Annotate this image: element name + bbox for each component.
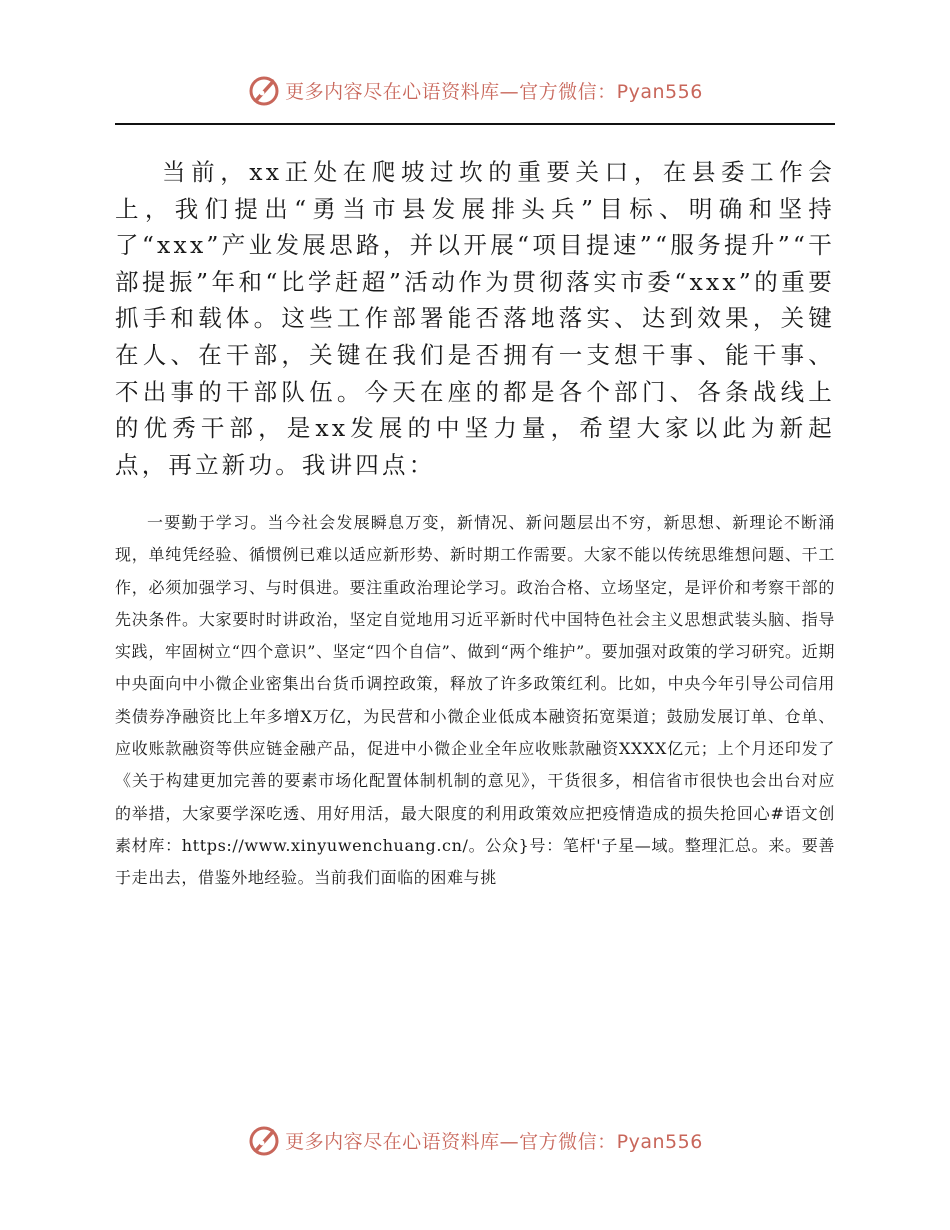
intro-paragraph: 当前，xx正处在爬坡过坎的重要关口，在县委工作会上，我们提出“勇当市县发展排头兵”目标、明确和坚持了“xxx”产业发展思路，并以开展“项目提速”“服务提升”“干部提振”年和“比学赶超”活动作为贯彻落实市委“xxx”的重要抓手和载体。这些工作部署能否落地落实、达到效果，关键在人、在干部，关键在我们是否拥有一支想干事、能干事、不出事的干部队伍。今天在座的都是各个部门、各条战线上的优秀干部，是xx发展的中坚力量，希望大家以此为新起点，再立新功。我讲四点：: [115, 158, 835, 479]
footer-watermark: [0, 1120, 950, 1160]
quill-logo-icon: [247, 1123, 281, 1157]
quill-logo-icon: [247, 73, 281, 107]
header-watermark-text: 更多内容尽在心语资料库—官方微信：Pyan556: [285, 80, 703, 103]
body-paragraph: 一要勤于学习。当今社会发展瞬息万变，新情况、新问题层出不穷，新思想、新理论不断涌现，单纯凭经验、循惯例已难以适应新形势、新时期工作需要。大家不能以传统思维想问题、干工作，必须加强学习、与时俱进。要注重政治理论学习。政治合格、立场坚定，是评价和考察干部的先决条件。大家要时时讲政治，坚定自觉地用习近平新时代中国特色社会主义思想武装头脑、指导实践，牢固树立“四个意识”、坚定“四个自信”、做到“两个维护”。要加强对政策的学习研究。近期中央面向中小微企业密集出台货币调控政策，释放了许多政策红利。比如，中央今年引导公司信用类债券净融资比上年多增X万亿，为民营和小微企业低成本融资拓宽渠道；鼓励发展订单、仓单、应收账款融资等供应链金融产品，促进中小微企业全年应收账款融资XXXX亿元；上个月还印发了《关于构建更加完善的要素市场化配置体制机制的意见》，干货很多，相信省市很快也会出台对应的举措，大家要学深吃透、用好用活，最大限度的利用政策效应把疫情造成的损失抢回心#语文创素材库：https://www.xinyuwenchuang.cn/。公众}号：笔杆'子星—域。整理汇总。来。要善于走出去，借鉴外地经验。当前我们面临的困难与挑: [115, 513, 835, 888]
footer-watermark-text: 更多内容尽在心语资料库—官方微信：Pyan556: [285, 1130, 703, 1153]
header-watermark: [0, 70, 950, 110]
header-divider: [115, 123, 835, 125]
